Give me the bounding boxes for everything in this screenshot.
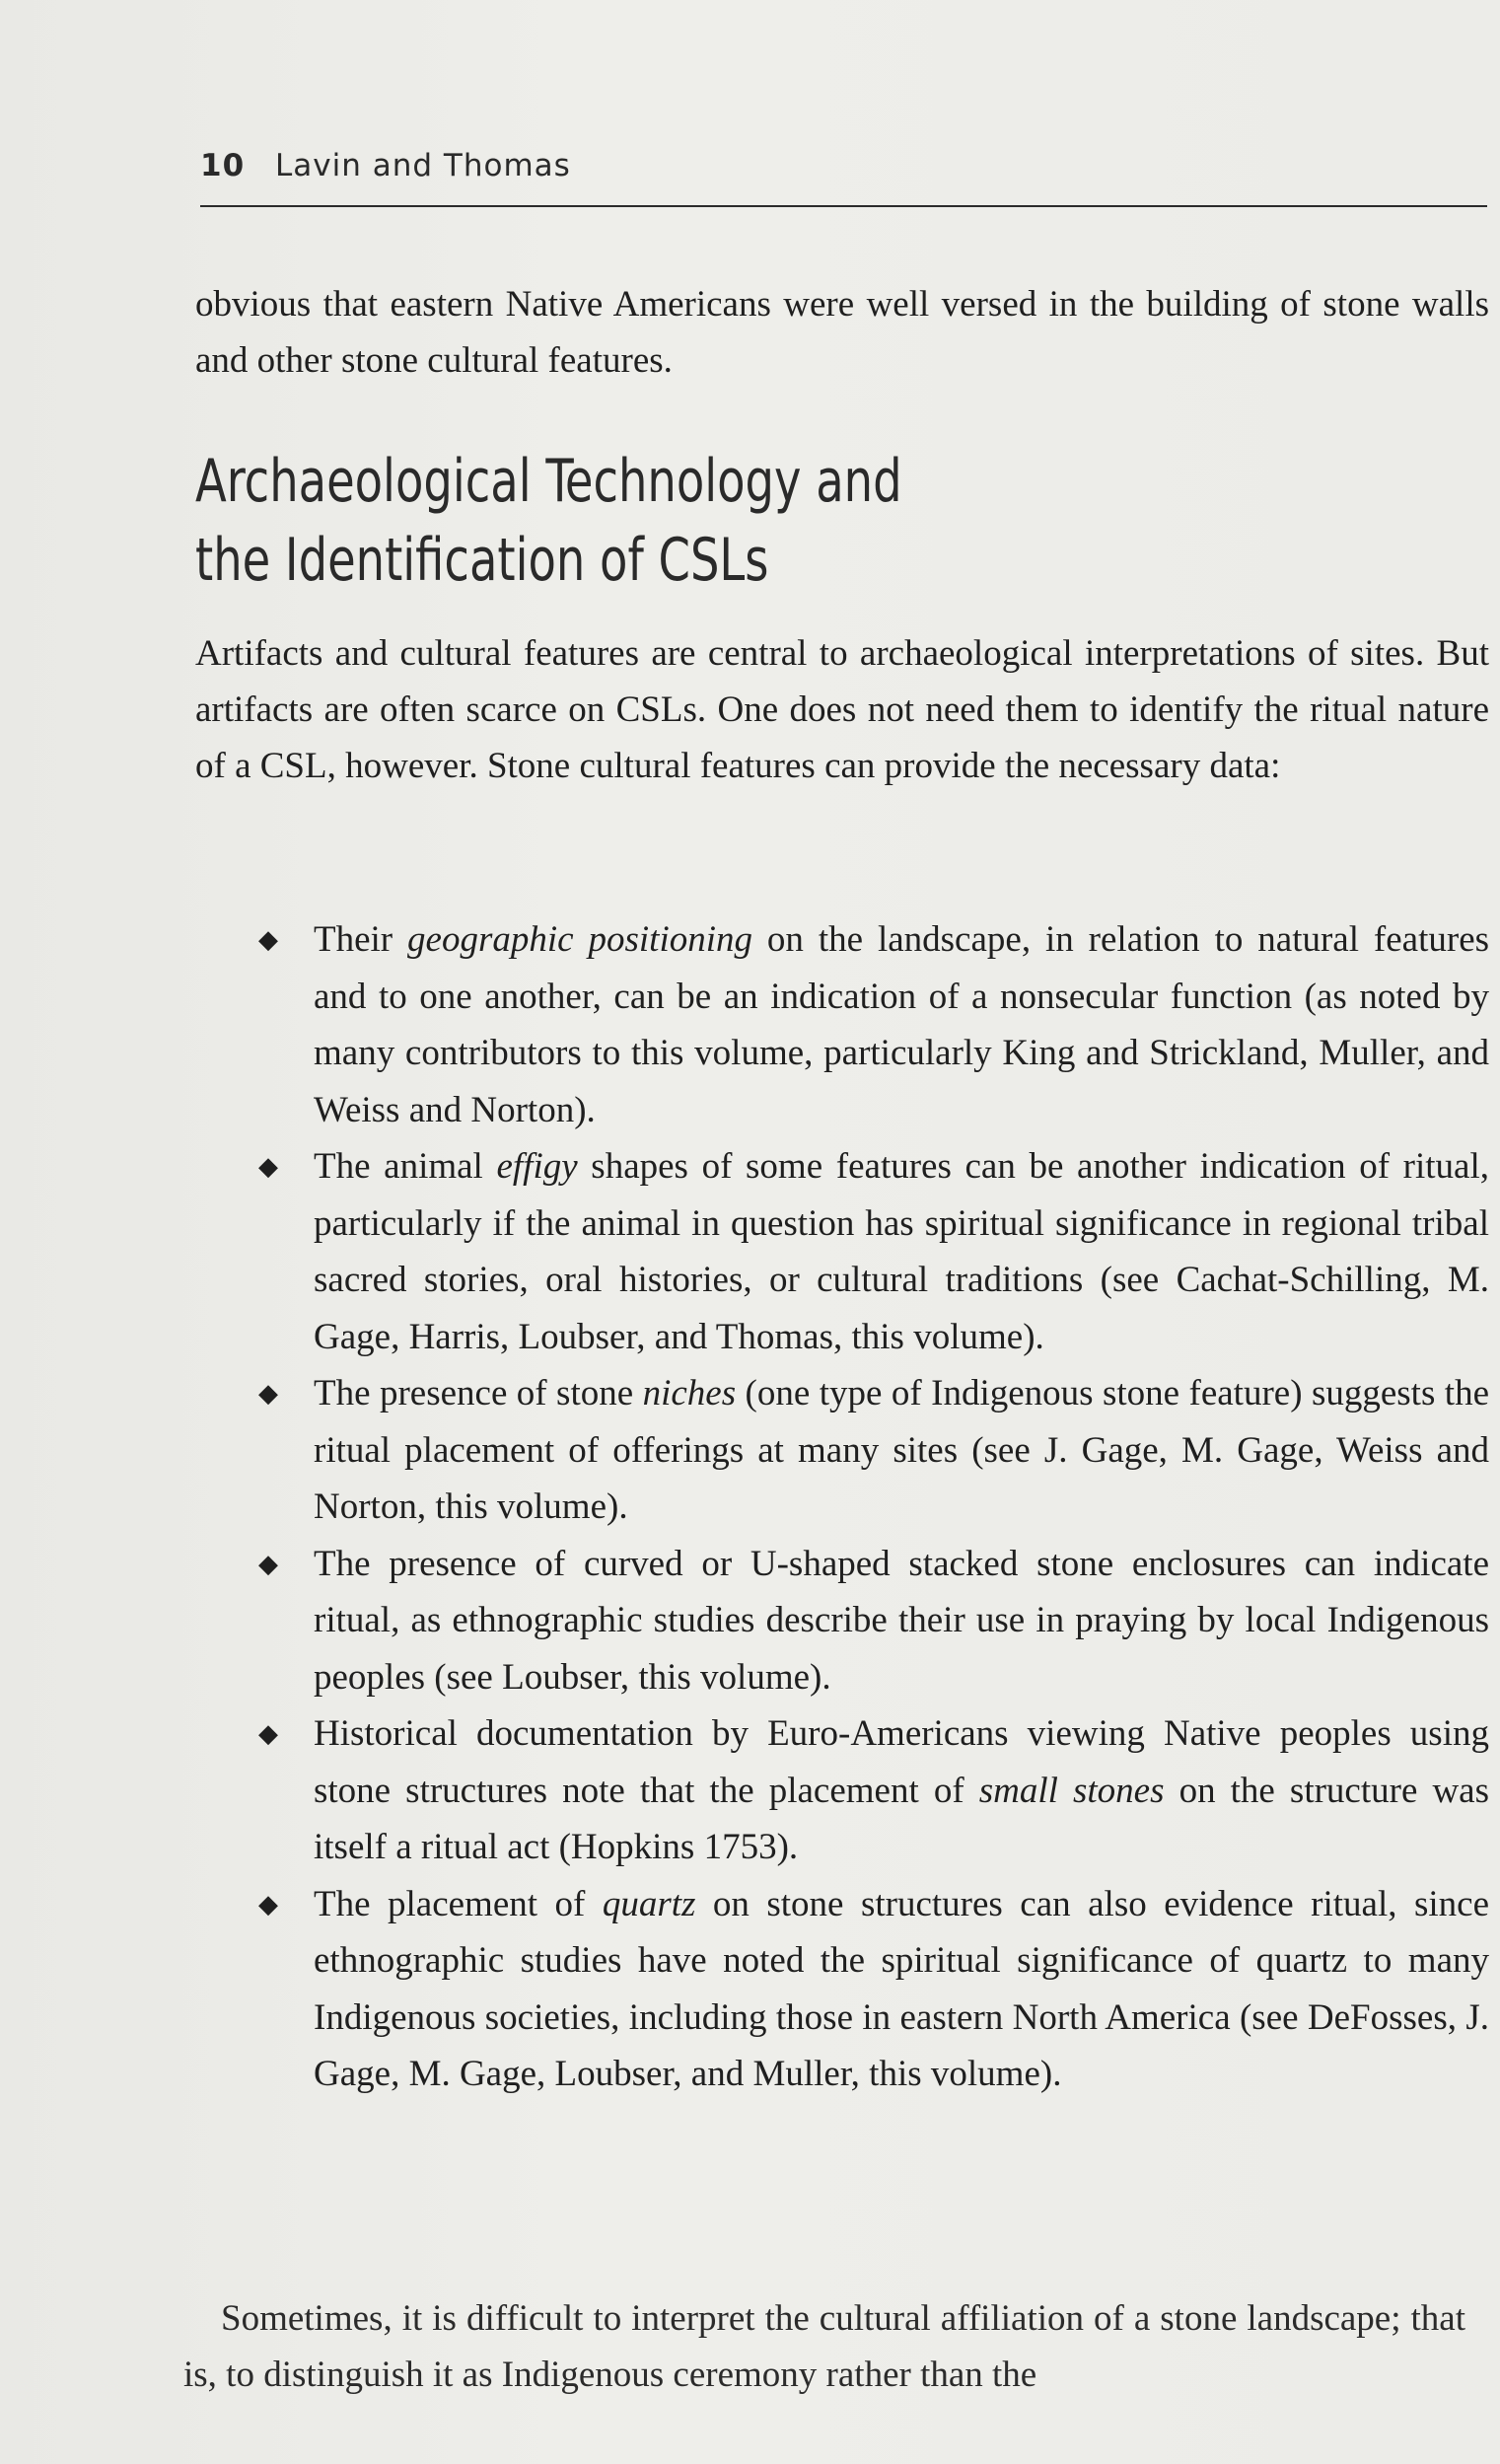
- intro-paragraph: Artifacts and cultural features are central to archaeological interpretations of sites. But artifacts are often scarce on CSLs. One does not need them to identify the ritual nature of a CSL, however. Stone cultural features can provide the necessary data:: [195, 633, 1489, 786]
- section-heading-line-1: Archaeological Technology and: [195, 447, 902, 516]
- bullet-icon: ◆: [258, 1549, 278, 1578]
- bullet-list: [237, 911, 1489, 2103]
- section-heading-line-2: the Identification of CSLs: [195, 526, 769, 595]
- bullet-item: ◆ The placement of quartz on stone structures can also evidence ritual, since ethnographic studies have noted the spiritual significance of quartz to many Indigenous societies, including those in eastern North America (see DeFosses, J. Gage, M. Gage, Loubser, and Muller, this volume).: [237, 1876, 1489, 2103]
- bullet-icon: ◆: [258, 1889, 278, 1919]
- bullet-item: ◆ Historical documentation by Euro-Americans viewing Native peoples using stone structures note that the placement of small stones on the structure was itself a ritual act (Hopkins 1753).: [237, 1705, 1489, 1876]
- bullet-icon: ◆: [258, 925, 278, 954]
- bullet-icon: ◆: [258, 1152, 278, 1181]
- bullet-item: ◆ The presence of curved or U-shaped stacked stone enclosures can indicate ritual, as ethnographic studies describe their use in praying by local Indigenous peoples (see Loubser, this volume).: [237, 1536, 1489, 1706]
- section-heading: [195, 442, 1128, 600]
- page-number: 10: [200, 148, 246, 183]
- bullet-icon: ◆: [258, 1719, 278, 1748]
- bullet-item: ◆ The presence of stone niches (one type of Indigenous stone feature) suggests the ritual placement of offerings at many sites (see J. Gage, M. Gage, Weiss and Norton, this volume).: [237, 1365, 1489, 1536]
- bullet-item: ◆ Their geographic positioning on the landscape, in relation to natural features and to one another, can be an indication of a nonsecular function (as noted by many contributors to this volume, particularly King and Strickland, Muller, and Weiss and Norton).: [237, 911, 1489, 1138]
- bullet-icon: ◆: [258, 1379, 278, 1408]
- bullet-item: ◆ The animal effigy shapes of some features can be another indication of ritual, particularly if the animal in question has spiritual significance in regional tribal sacred stories, oral histories, or cultural traditions (see Cachat-Schilling, M. Gage, Harris, Loubser, and Thomas, this volume).: [237, 1138, 1489, 1365]
- opening-paragraph: obvious that eastern Native Americans were well versed in the building of stone walls and other stone cultural features.: [195, 284, 1489, 381]
- closing-paragraph: Sometimes, it is difficult to interpret the cultural affiliation of a stone landscape; that is, to distinguish it as Indigenous ceremony rather than the: [183, 2298, 1465, 2395]
- running-title: Lavin and Thomas: [275, 148, 571, 183]
- running-head: [200, 148, 1487, 207]
